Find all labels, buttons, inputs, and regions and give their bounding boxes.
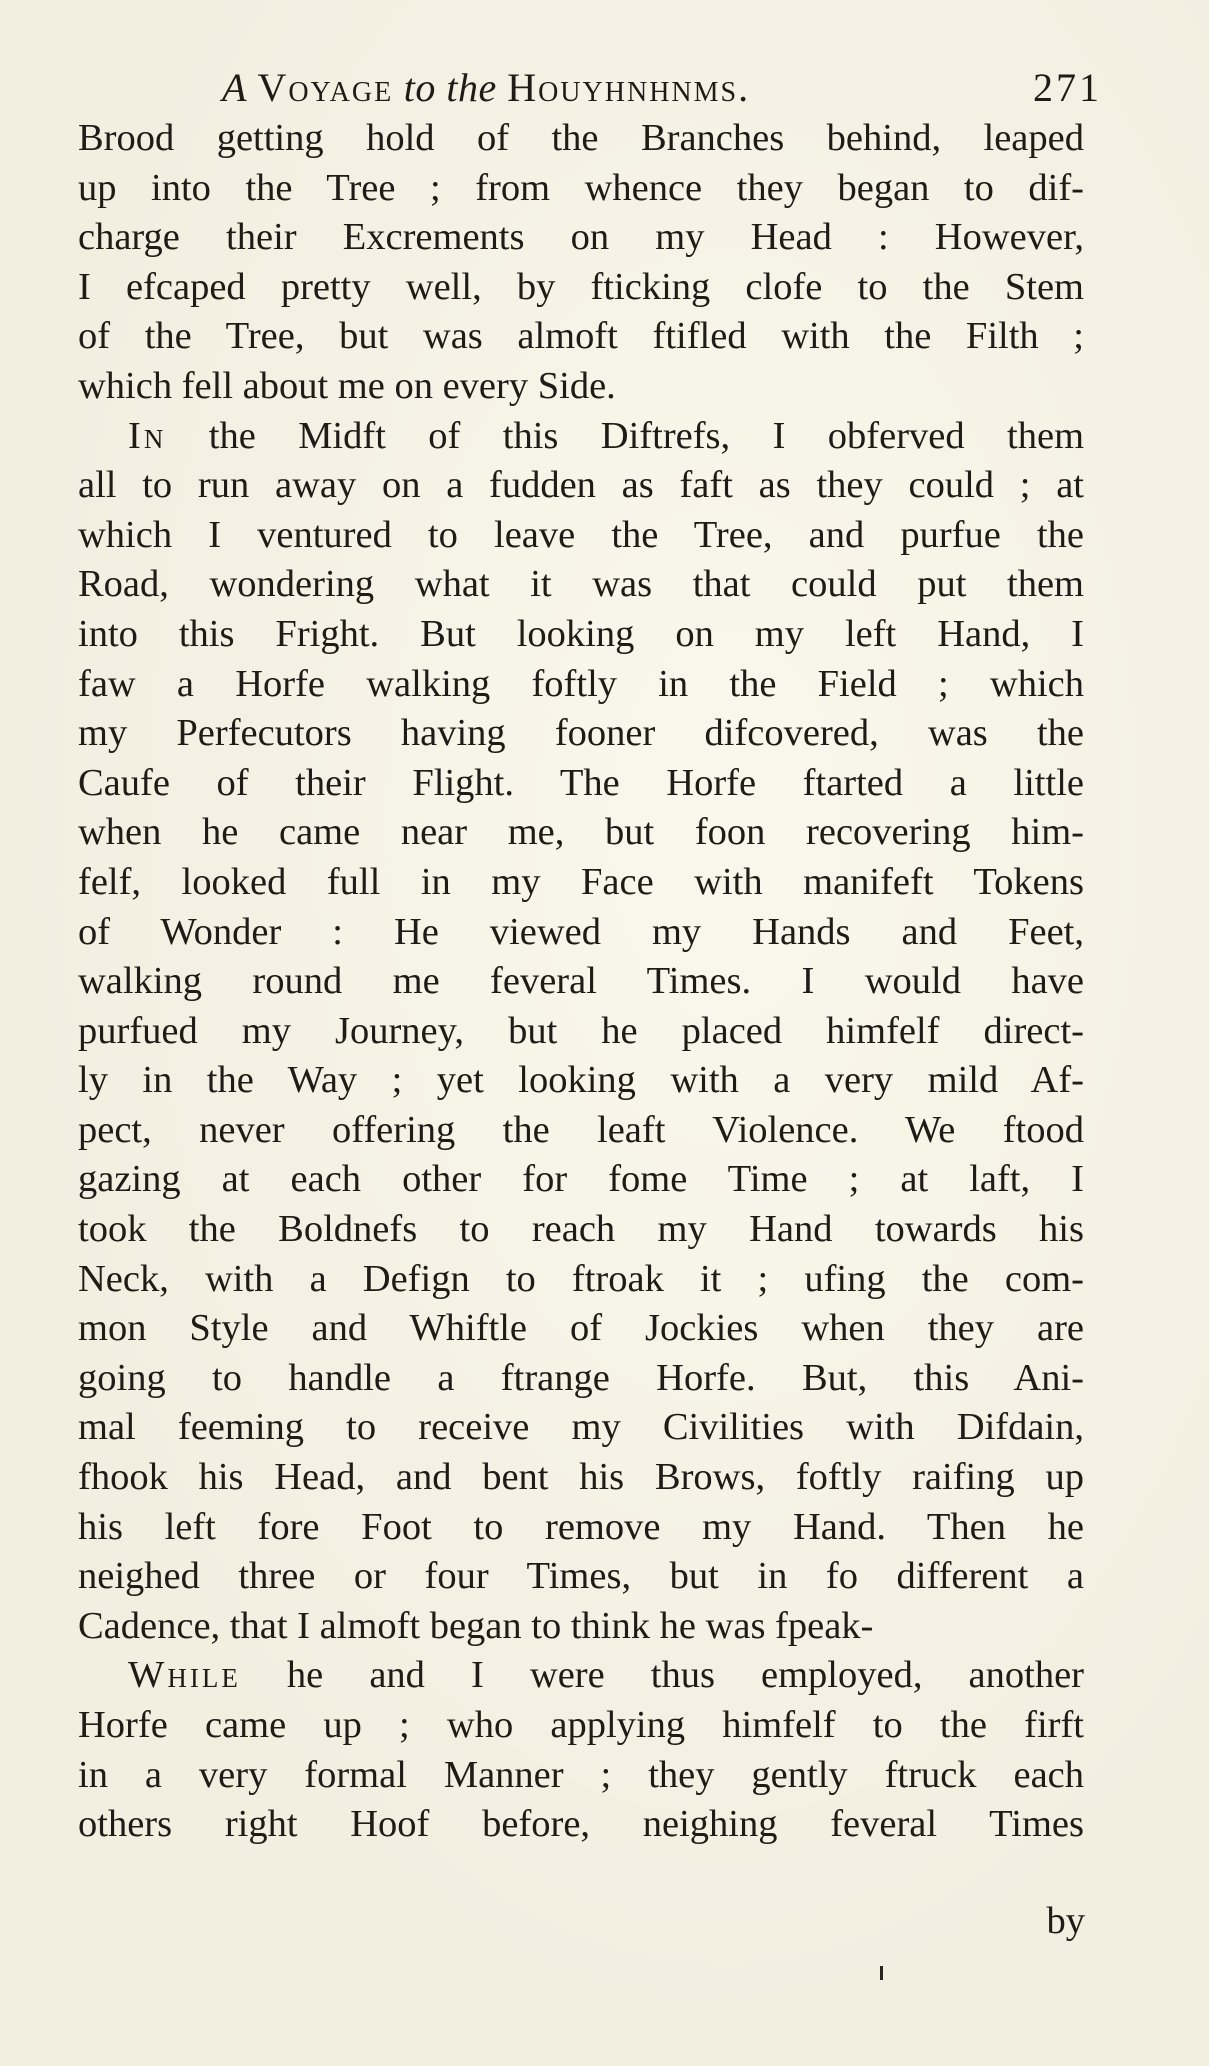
text-line: mal feeming to receive my Civilities with Difdain,: [78, 1406, 1084, 1449]
text-line: felf, looked full in my Face with manifeft Tokens: [78, 860, 1084, 903]
text-line: into this Fright. But looking on my left Hand, I: [78, 612, 1084, 655]
text-line: when he came near me, but foon recovering him-: [78, 811, 1084, 854]
text-line: his left fore Foot to remove my Hand. Then he: [78, 1505, 1084, 1548]
text-line: I efcaped pretty well, by fticking clofe to the Stem: [78, 265, 1084, 308]
text-line: up into the Tree ; from whence they began to dif-: [78, 166, 1084, 209]
text-line: Neck, with a Defign to ftroak it ; ufing the com-: [78, 1257, 1084, 1300]
text-line: Road, wondering what it was that could put them: [78, 563, 1084, 606]
paragraph-first-line: [78, 412, 1084, 462]
text-line: of the Tree, but was almoft ftifled with the Filth ;: [78, 315, 1084, 358]
text-line: gazing at each other for fome Time ; at laft, I: [78, 1158, 1084, 1201]
text-line: of Wonder : He viewed my Hands and Feet,: [78, 910, 1084, 953]
running-head-houyhnhnms: Houyhnhnms.: [507, 65, 751, 110]
running-head-to-the: to the: [403, 65, 497, 110]
paragraph-opening-word: While: [128, 1654, 241, 1697]
text-line: fhook his Head, and bent his Brows, foftly raifing up: [78, 1456, 1084, 1499]
page-number: 271: [1033, 65, 1102, 110]
printer-mark: [880, 1966, 883, 1980]
text-line: Horfe came up ; who applying himfelf to the firft: [78, 1704, 1084, 1746]
text-line: others right Hoof before, neighing feveral Times: [78, 1803, 1084, 1846]
text-line: pect, never offering the leaft Violence. We ftood: [78, 1108, 1084, 1151]
text-line: Caufe of their Flight. The Horfe ftarted a little: [78, 761, 1084, 804]
text-line: neighed three or four Times, but in fo different a: [78, 1555, 1084, 1598]
text-line: mon Style and Whiftle of Jockies when they are: [78, 1307, 1084, 1350]
text-line: took the Boldnefs to reach my Hand towards his: [78, 1208, 1084, 1251]
text-line: all to run away on a fudden as faft as they could ; at: [78, 464, 1084, 507]
running-head: [222, 58, 1102, 118]
text-line: faw a Horfe walking foftly in the Field ; which: [78, 662, 1084, 705]
text-line: charge their Excrements on my Head : However,: [78, 216, 1084, 259]
paragraph-first-line-text: the Midft of this Diftrefs, I obferved them: [208, 414, 1084, 457]
text-line: Cadence, that I almoft began to think he was fpeak-: [78, 1604, 874, 1647]
text-line: ly in the Way ; yet looking with a very mild Af-: [78, 1059, 1084, 1102]
text-line: in a very formal Manner ; they gently ftruck each: [78, 1753, 1084, 1796]
catchword: by: [1046, 1900, 1085, 1942]
paragraph-first-line: [78, 1651, 1084, 1701]
running-head-a: A: [222, 65, 247, 110]
paragraph-opening-word: In: [128, 414, 167, 457]
text-line: my Perfecutors having fooner difcovered, was the: [78, 712, 1084, 755]
paragraph-first-line-text: he and I were thus employed, another: [286, 1654, 1084, 1697]
text-line: going to handle a ftrange Horfe. But, this Ani-: [78, 1356, 1084, 1399]
running-head-voyage: Voyage: [257, 65, 394, 110]
text-line: which I ventured to leave the Tree, and purfue the: [78, 513, 1084, 556]
text-line: Brood getting hold of the Branches behind, leaped: [78, 117, 1084, 159]
text-block: [78, 114, 1084, 1850]
text-line: which fell about me on every Side.: [78, 364, 616, 407]
text-line: walking round me feveral Times. I would have: [78, 960, 1084, 1003]
text-line: purfued my Journey, but he placed himfelf direct-: [78, 1009, 1084, 1052]
